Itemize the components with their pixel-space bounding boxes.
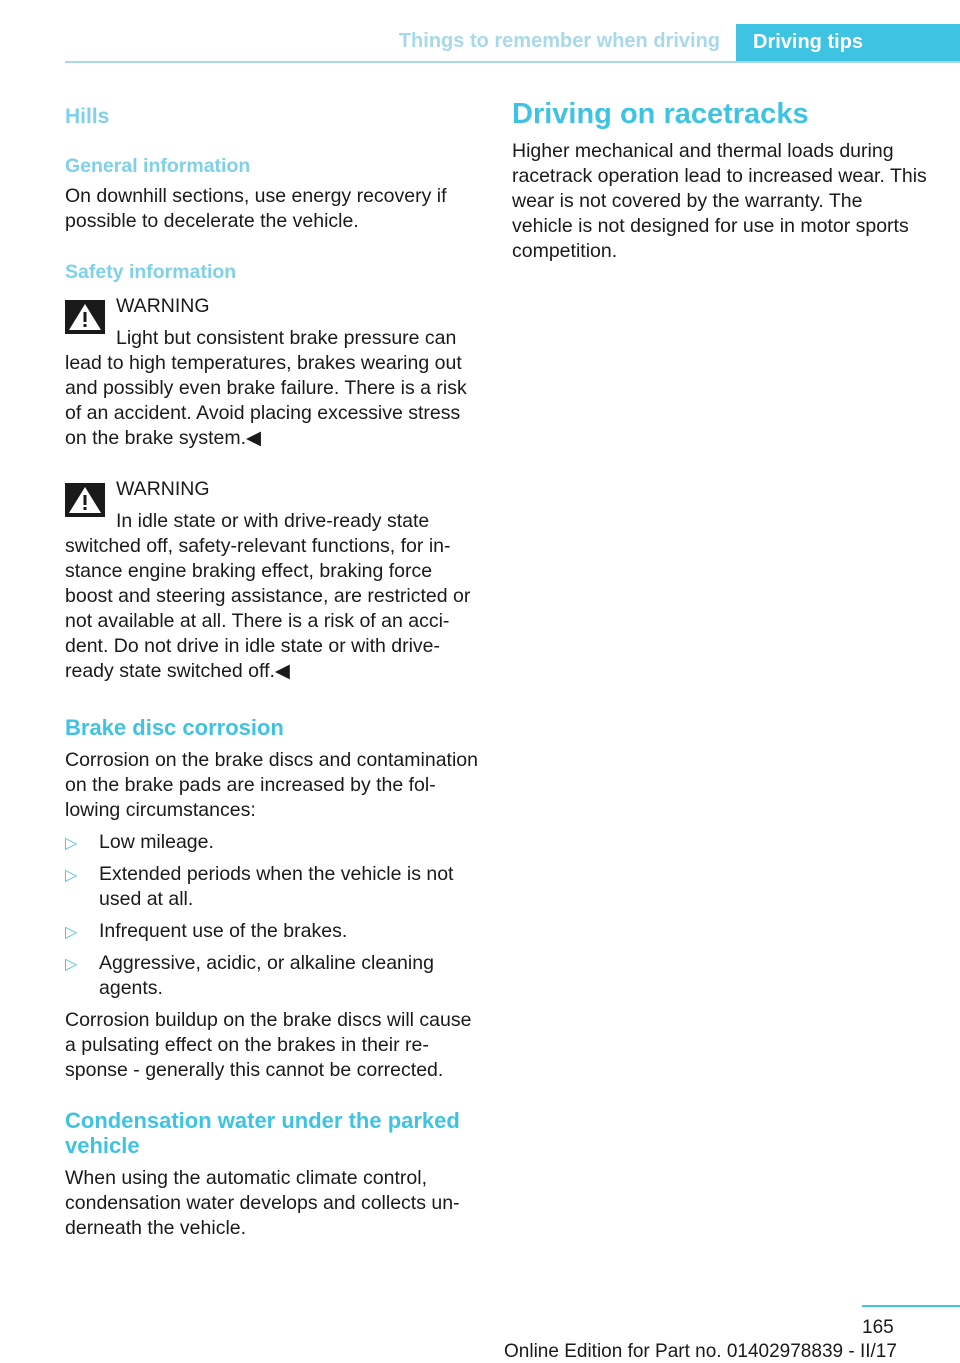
warning-1-label: WARNING [116,295,210,317]
list-item: ▷ Aggressive, acidic, or alkaline cleaning agents. [65,952,434,999]
warning-1-first-line: Light but consistent brake pressure can [116,327,457,349]
warning-triangle-icon [65,300,105,334]
general-info-heading: General information [65,155,251,177]
list-item: ▷ Low mileage. [65,830,481,855]
general-info-text: On downhill sections, use energy recovery if possible to decelerate the vehicle. [65,185,447,232]
triangle-bullet-icon: ▷ [65,924,78,941]
brake-disc-heading: Brake disc corrosion [65,715,284,740]
right-column [512,98,928,264]
list-item: ▷ Infrequent use of the brakes. [65,919,481,944]
warning-block-1 [65,294,481,451]
triangle-bullet-icon: ▷ [65,867,78,884]
warning-triangle-icon [65,483,105,517]
triangle-bullet-icon: ▷ [65,956,78,973]
condensation-heading: Condensation water under the parked vehicle [65,1108,460,1158]
brake-disc-outro: Corrosion buildup on the brake discs will cause a pulsating effect on the brakes in their response - generally this cannot be corrected. [65,1009,472,1081]
footer-divider [862,1305,960,1307]
header-divider [65,61,960,63]
warning-2-text: switched off, safety-relevant functions, for instance engine braking effect, braking force boost and steering assistance, are restricted or not available at all. There is a risk of an accident. Do not drive in idle state or with drive-ready state switched off.◀ [65,535,471,682]
warning-2-label: WARNING [116,478,210,500]
triangle-bullet-icon: ▷ [65,835,78,852]
left-column [65,98,481,1241]
header-section-title: Things to remember when driving [398,30,720,52]
warning-block-2 [65,477,481,684]
racetracks-text: Higher mechanical and thermal loads during racetrack operation lead to increased wear. This wear is not covered by the warranty. The vehicle is not designed for use in motor sports competition. [512,140,927,262]
page-number: 165 [862,1317,894,1338]
hills-heading: Hills [65,105,110,128]
brake-disc-intro: Corrosion on the brake discs and contamination on the brake pads are increased by the following circumstances: [65,749,478,821]
edition-footer: Online Edition for Part no. 01402978839 - II/17 [504,1341,897,1362]
brake-circumstances-list [65,830,481,1001]
safety-info-heading: Safety information [65,261,237,283]
racetracks-heading: Driving on racetracks [512,98,809,130]
warning-1-text: lead to high temperatures, brakes wearing out and possibly even brake failure. There is a risk of an accident. Avoid placing excessive stress on the brake system.◀ [65,352,467,449]
warning-2-first-line: In idle state or with drive-ready state [116,510,430,532]
list-item: ▷ Extended periods when the vehicle is not used at all. [65,863,454,910]
header-chapter-tab: Driving tips [736,24,960,63]
condensation-text: When using the automatic climate control, condensation water develops and collects underneath the vehicle. [65,1167,460,1239]
